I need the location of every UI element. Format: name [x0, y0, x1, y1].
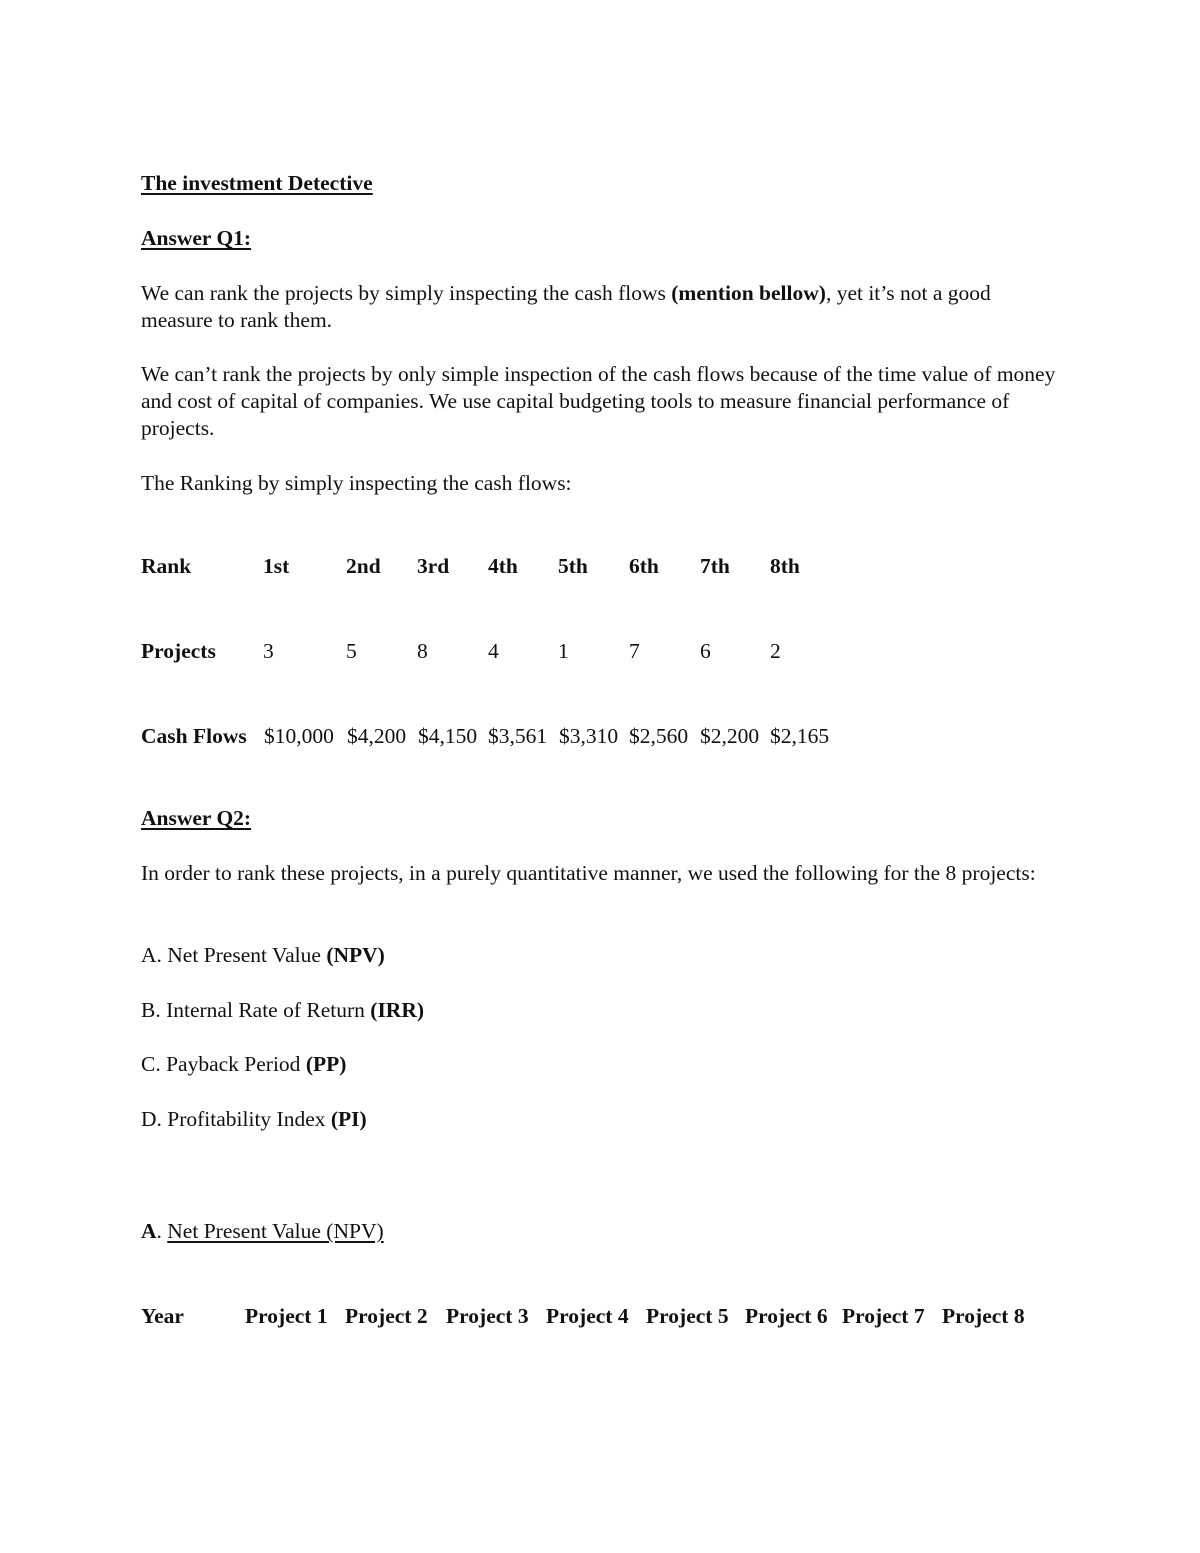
project-header: Project 2	[345, 1304, 428, 1328]
rank-row	[141, 551, 1041, 581]
method-item-pi	[141, 1106, 367, 1133]
cash-cell: $10,000	[264, 724, 334, 748]
method-item-irr	[141, 997, 424, 1024]
project-cell: 8	[417, 639, 428, 663]
project-cell: 2	[770, 639, 781, 663]
q1-para1-bold: (mention bellow)	[671, 281, 826, 305]
cash-cell: $4,150	[418, 724, 478, 748]
cash-flows-label: Cash Flows	[141, 724, 247, 748]
project-cell: 3	[263, 639, 274, 663]
q1-para1-text-a: We can rank the projects by simply inspecting the cash flows	[141, 281, 672, 305]
section-a-letter: A	[141, 1219, 157, 1243]
method-item-npv	[141, 942, 385, 969]
project-header: Project 6	[745, 1304, 828, 1328]
q1-para1-text-b: , yet it’s not a good measure to rank them.	[141, 281, 991, 332]
project-header: Project 8	[942, 1304, 1025, 1328]
q2-paragraph-1: In order to rank these projects, in a purely quantitative manner, we used the following for the 8 projects:	[141, 861, 1036, 885]
project-cell: 1	[558, 639, 569, 663]
project-header: Project 4	[546, 1304, 629, 1328]
method-text: C. Payback Period	[141, 1052, 306, 1076]
project-cell: 7	[629, 639, 640, 663]
method-abbrev: (PP)	[305, 1052, 347, 1076]
rank-label: Rank	[141, 554, 192, 578]
section-a-separator: .	[156, 1219, 168, 1243]
cash-cell: $3,310	[559, 724, 619, 748]
method-abbrev: (NPV)	[326, 943, 385, 967]
project-cell: 6	[700, 639, 711, 663]
rank-cell: 2nd	[346, 554, 381, 578]
cash-cell: $2,560	[629, 724, 689, 748]
method-text: B. Internal Rate of Return	[141, 998, 371, 1022]
cash-cell: $3,561	[488, 724, 548, 748]
cash-cell: $4,200	[347, 724, 407, 748]
rank-cell: 5th	[558, 554, 588, 578]
cash-flows-row	[141, 721, 1041, 751]
method-text: D. Profitability Index	[141, 1107, 331, 1131]
answer-q2-heading: Answer Q2:	[141, 806, 252, 830]
year-label: Year	[141, 1304, 184, 1328]
project-header: Project 3	[446, 1304, 529, 1328]
project-header: Project 7	[842, 1304, 925, 1328]
method-abbrev: (PI)	[330, 1107, 367, 1131]
method-abbrev: (IRR)	[370, 998, 425, 1022]
project-header: Project 1	[245, 1304, 328, 1328]
projects-row	[141, 636, 1041, 666]
year-header-row	[141, 1301, 1061, 1331]
rank-cell: 6th	[629, 554, 659, 578]
section-a-heading	[141, 1218, 384, 1245]
project-cell: 4	[488, 639, 499, 663]
cash-cell: $2,200	[700, 724, 760, 748]
project-header: Project 5	[646, 1304, 729, 1328]
rank-cell: 1st	[263, 554, 290, 578]
method-item-pp	[141, 1051, 346, 1078]
rank-cell: 3rd	[417, 554, 450, 578]
rank-cell: 4th	[488, 554, 518, 578]
document-title: The investment Detective	[141, 171, 373, 195]
q1-paragraph-1	[141, 280, 1061, 334]
q1-paragraph-3: The Ranking by simply inspecting the cash flows:	[141, 471, 572, 495]
cash-cell: $2,165	[770, 724, 830, 748]
rank-cell: 8th	[770, 554, 800, 578]
q1-paragraph-2: We can’t rank the projects by only simple inspection of the cash flows because of the time value of money and cost of capital of companies. We use capital budgeting tools to measure financial performance of projects.	[141, 362, 1056, 440]
answer-q1-heading: Answer Q1:	[141, 226, 252, 250]
projects-label: Projects	[141, 639, 216, 663]
rank-cell: 7th	[700, 554, 730, 578]
project-cell: 5	[346, 639, 357, 663]
section-a-title: Net Present Value (NPV)	[167, 1219, 384, 1243]
method-text: A. Net Present Value	[141, 943, 327, 967]
